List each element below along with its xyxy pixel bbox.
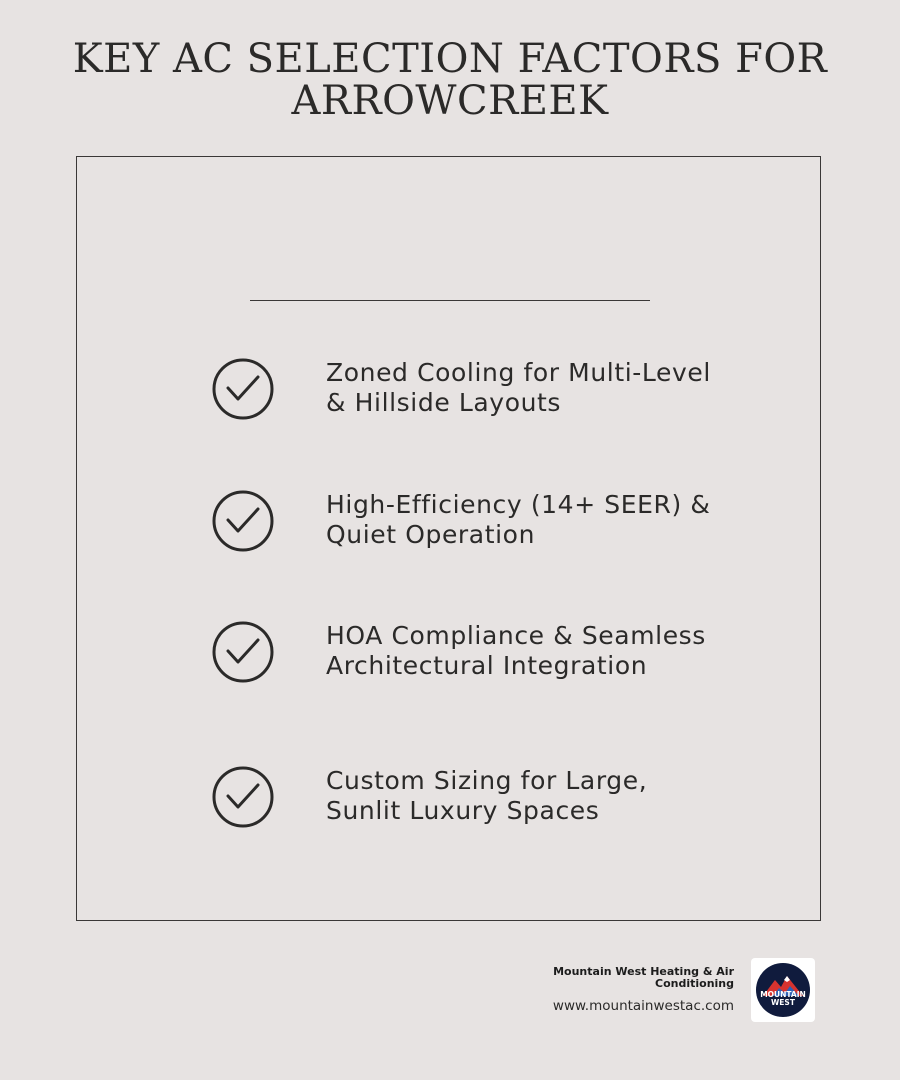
factor-label-line-2: Architectural Integration [326, 651, 648, 680]
check-circle-icon [210, 488, 276, 554]
logo-text-line-2: WEST [771, 998, 795, 1007]
factor-label [326, 358, 756, 418]
factor-label-line-1: HOA Compliance & Seamless [326, 621, 706, 650]
company-branding [474, 966, 734, 1014]
company-name-line-1: Mountain West Heating & Air [553, 965, 734, 978]
logo-text-line-1: MOUNTAIN [760, 990, 806, 999]
divider-line [250, 300, 650, 301]
factor-item-3 [210, 619, 770, 689]
factor-label-line-2: Sunlit Luxury Spaces [326, 796, 600, 825]
title-line-2: ARROWCREEK [291, 78, 609, 124]
factor-label [326, 766, 756, 826]
factor-label-line-1: High-Efficiency (14+ SEER) & [326, 490, 711, 519]
page-title [0, 38, 900, 122]
factor-item-1 [210, 356, 770, 426]
company-name-line-2: Conditioning [655, 977, 734, 990]
company-logo [751, 958, 815, 1022]
factor-label [326, 621, 756, 681]
factor-item-4 [210, 764, 770, 834]
factor-label-line-2: Quiet Operation [326, 520, 536, 549]
company-website: www.mountainwestac.com [552, 998, 734, 1014]
factor-label-line-2: & Hillside Layouts [326, 388, 562, 417]
factor-label [326, 490, 756, 550]
check-circle-icon [210, 619, 276, 685]
company-name [474, 966, 734, 990]
factor-label-line-1: Zoned Cooling for Multi-Level [326, 358, 711, 387]
factor-item-2 [210, 488, 770, 558]
check-circle-icon [210, 356, 276, 422]
check-circle-icon [210, 764, 276, 830]
mountain-logo-icon [755, 962, 811, 1018]
title-line-1: KEY AC SELECTION FACTORS FOR [72, 36, 828, 82]
factor-label-line-1: Custom Sizing for Large, [326, 766, 648, 795]
